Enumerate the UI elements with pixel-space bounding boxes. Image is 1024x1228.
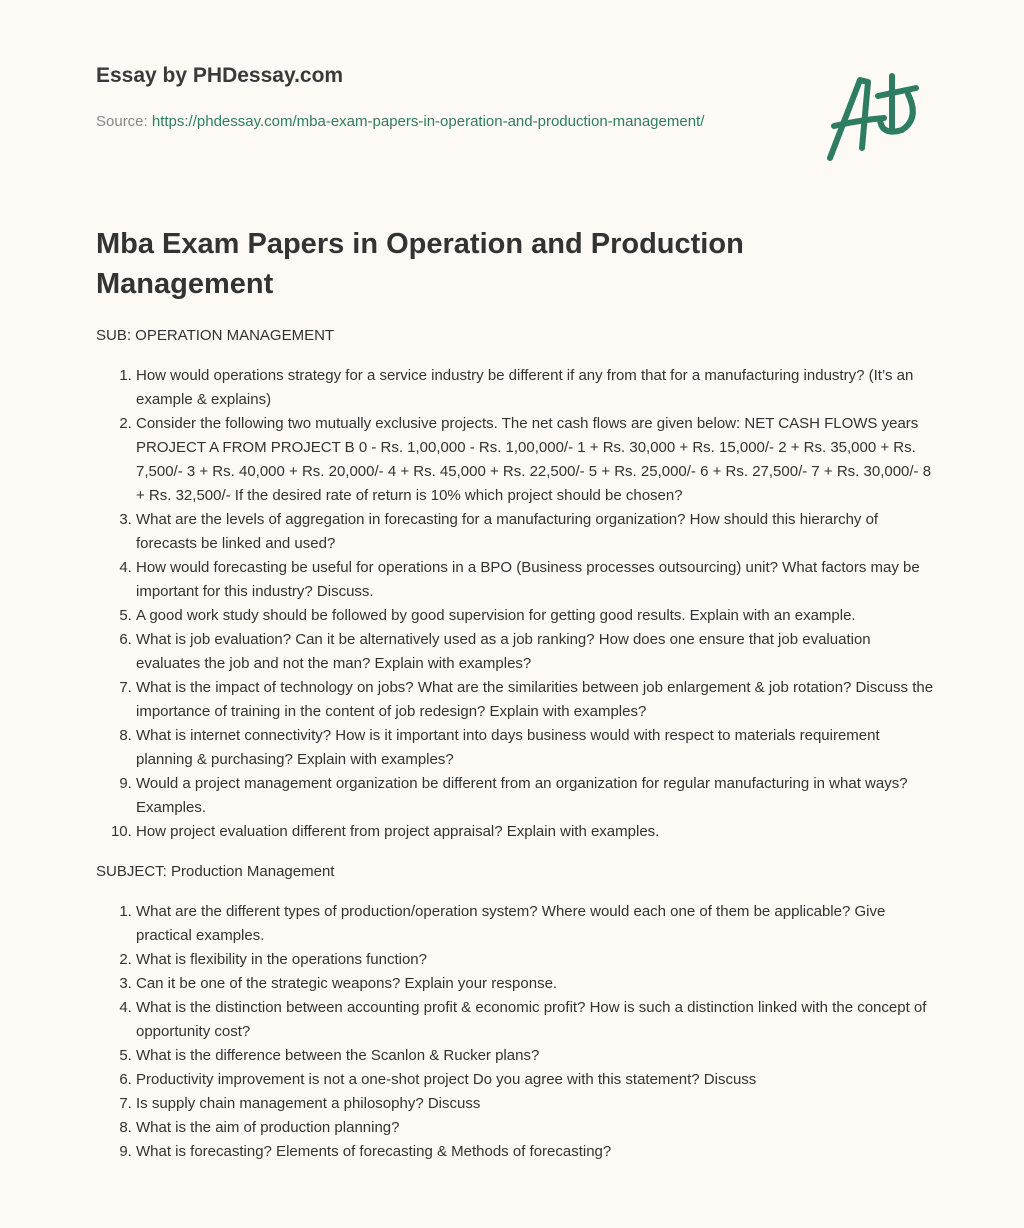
source-label: Source: — [96, 113, 152, 130]
list-item: 1. How would operations strategy for a service industry be different if any from that for a manufacturing industry? (It’s an example & explains) — [136, 364, 936, 412]
list-item: 8. What is internet connectivity? How is it important into days business would with respect to materials requirement planning & purchasing? Explain with examples? — [136, 724, 936, 772]
production-questions-list — [96, 900, 936, 1164]
list-item: 1. What are the different types of production/operation system? Where would each one of them be applicable? Give practical examples. — [136, 900, 936, 948]
source-link[interactable]: https://phdessay.com/mba-exam-papers-in-operation-and-production-management/ — [151, 113, 705, 130]
source-line — [96, 110, 716, 134]
site-brand: Essay by PHDessay.com — [96, 64, 344, 87]
page-title: Mba Exam Papers in Operation and Production Management — [96, 228, 744, 300]
list-item: 4. How would forecasting be useful for operations in a BPO (Business processes outsourcing) unit? What factors may be important for this industry? Discuss. — [136, 556, 936, 604]
a-plus-logo — [820, 68, 930, 168]
list-item: 7. What is the impact of technology on jobs? What are the similarities between job enlargement & job rotation? Discuss the importance of training in the content of job redesign? Explain with examples? — [136, 676, 936, 724]
section-heading: SUBJECT: Production Management — [96, 863, 335, 880]
list-item: 2. Consider the following two mutually exclusive projects. The net cash flows are given below: NET CASH FLOWS years PROJECT A FROM PROJECT B 0 - Rs. 1,00,000 - Rs. 1,00,000/- 1 + Rs. 30,000 + Rs. 15,000/- 2 + Rs. 35,000 + Rs. 7,500/- 3 + Rs. 40,000 + Rs. 20,000/- 4 + Rs. 45,000 + Rs. 22,500/- 5 + Rs. 25,000/- 6 + Rs. 27,500/- 7 + Rs. 30,000/- 8 + Rs. 32,500/- If the desired rate of return is 10% which project should be chosen? — [136, 412, 936, 508]
list-item: 5. A good work study should be followed by good supervision for getting good results. Explain with an example. — [136, 604, 936, 628]
essay-content — [96, 324, 936, 1180]
list-item: 8. What is the aim of production planning? — [136, 1116, 936, 1140]
operation-questions-list — [96, 364, 936, 844]
list-item: 6. Productivity improvement is not a one-shot project Do you agree with this statement? Discuss — [136, 1068, 936, 1092]
list-item: 4. What is the distinction between accounting profit & economic profit? How is such a distinction linked with the concept of opportunity cost? — [136, 996, 936, 1044]
list-item: 10. How project evaluation different from project appraisal? Explain with examples. — [136, 820, 936, 844]
list-item: 9. What is forecasting? Elements of forecasting & Methods of forecasting? — [136, 1140, 936, 1164]
list-item: 3. Can it be one of the strategic weapons? Explain your response. — [136, 972, 936, 996]
list-item: 9. Would a project management organization be different from an organization for regular manufacturing in what ways? Examples. — [136, 772, 936, 820]
list-item: 2. What is flexibility in the operations function? — [136, 948, 936, 972]
section-heading: SUB: OPERATION MANAGEMENT — [96, 327, 335, 344]
list-item: 6. What is job evaluation? Can it be alternatively used as a job ranking? How does one ensure that job evaluation evaluates the job and not the man? Explain with examples? — [136, 628, 936, 676]
list-item: 5. What is the difference between the Scanlon & Rucker plans? — [136, 1044, 936, 1068]
list-item: 7. Is supply chain management a philosophy? Discuss — [136, 1092, 936, 1116]
list-item: 3. What are the levels of aggregation in forecasting for a manufacturing organization? How should this hierarchy of forecasts be linked and used? — [136, 508, 936, 556]
